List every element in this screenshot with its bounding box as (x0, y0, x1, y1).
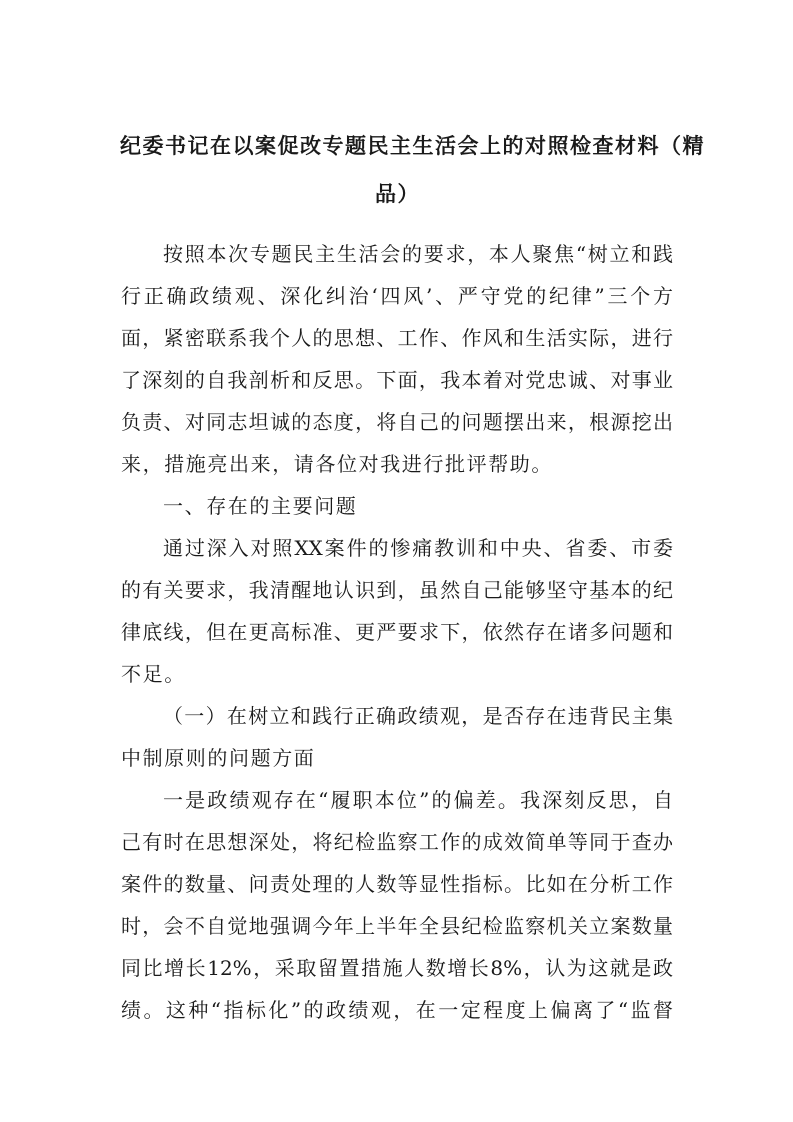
subsection-heading: （一）在树立和践行正确政绩观，是否存在违背民主集 (163, 704, 673, 728)
section-heading: 一、存在的主要问题 (163, 494, 358, 518)
paragraph-line: 通过深入对照XX案件的惨痛教训和中央、省委、市委 (163, 536, 673, 560)
paragraph-line: 行正确政绩观、深化纠治‘四风’、严守党的纪律”三个方 (121, 284, 673, 308)
paragraph-line: 按照本次专题民主生活会的要求，本人聚焦“树立和践 (163, 242, 673, 266)
paragraph-line: 绩。这种“指标化”的政绩观，在一定程度上偏离了“监督 (121, 998, 673, 1022)
paragraph-line: 己有时在思想深处，将纪检监察工作的成效简单等同于查办 (121, 830, 673, 854)
document-title-line-2: 品） (375, 181, 420, 206)
paragraph-line: 了深刻的自我剖析和反思。下面，我本着对党忠诚、对事业 (121, 368, 673, 392)
paragraph-line: 律底线，但在更高标准、更严要求下，依然存在诸多问题和 (121, 620, 673, 644)
paragraph-line: 一是政绩观存在“履职本位”的偏差。我深刻反思，自 (163, 788, 673, 812)
paragraph-line: 同比增长12%，采取留置措施人数增长8%，认为这就是政 (121, 956, 673, 980)
paragraph-line: 的有关要求，我清醒地认识到，虽然自己能够坚守基本的纪 (121, 578, 673, 602)
paragraph-line: 不足。 (121, 662, 186, 686)
subsection-heading: 中制原则的问题方面 (121, 746, 316, 770)
paragraph-line: 面，紧密联系我个人的思想、工作、作风和生活实际，进行 (121, 326, 673, 350)
paragraph-line: 案件的数量、问责处理的人数等显性指标。比如在分析工作 (121, 872, 673, 896)
document-title-line-1: 纪委书记在以案促改专题民主生活会上的对照检查材料（精 (120, 133, 705, 158)
paragraph-line: 来，措施亮出来，请各位对我进行批评帮助。 (121, 452, 553, 476)
paragraph-line: 时，会不自觉地强调今年上半年全县纪检监察机关立案数量 (121, 914, 673, 938)
paragraph-line: 负责、对同志坦诚的态度，将自己的问题摆出来，根源挖出 (121, 410, 673, 434)
